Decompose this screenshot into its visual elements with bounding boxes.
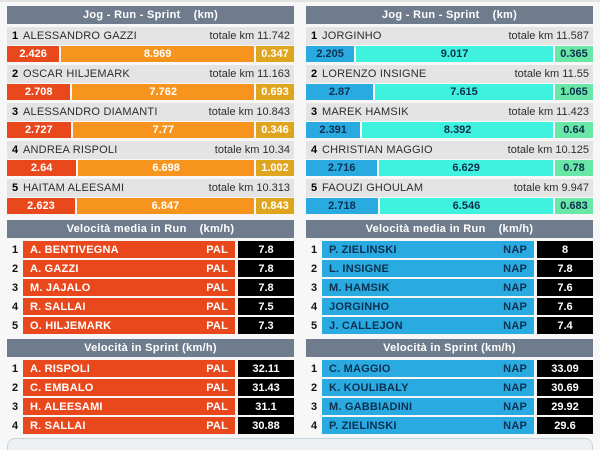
- team-abbr: NAP: [503, 419, 527, 432]
- panel-title: Velocità in Sprint (km/h): [383, 342, 516, 354]
- panel-unit: (km/h): [498, 223, 534, 235]
- speed-row: [7, 260, 294, 277]
- player-name: OSCAR HILJEMARK: [23, 68, 130, 80]
- player-total-km: totale km 9.947: [513, 182, 589, 194]
- speed-row: [7, 241, 294, 258]
- bar-segment-sprint: 0.78: [555, 160, 593, 176]
- player-rank: 2: [11, 68, 19, 80]
- player-rank: 2: [310, 68, 318, 80]
- team-abbr: NAP: [503, 300, 527, 313]
- stacked-bar: [306, 122, 593, 138]
- speed-value: 32.11: [238, 360, 294, 377]
- speed-bar: [322, 317, 534, 334]
- speed-player-name: M. JAJALO: [30, 281, 91, 294]
- speed-row: [7, 417, 294, 434]
- bar-segment-run: 6.546: [380, 198, 553, 214]
- bar-segment-run: 6.698: [78, 160, 254, 176]
- speed-row: [306, 279, 593, 296]
- speed-player-name: K. KOULIBALY: [329, 381, 409, 394]
- speed-row: [7, 279, 294, 296]
- bar-segment-jog: 2.391: [306, 122, 360, 138]
- player-row: [7, 27, 294, 45]
- speed-bar: [23, 298, 235, 315]
- player-total-km: totale km 10.843: [208, 106, 290, 118]
- speed-value: 7.3: [238, 317, 294, 334]
- speed-value: 7.5: [238, 298, 294, 315]
- bar-segment-sprint: 0.693: [256, 84, 294, 100]
- speed-value: 31.43: [238, 379, 294, 396]
- bar-segment-jog: 2.64: [7, 160, 76, 176]
- team-abbr: NAP: [503, 243, 527, 256]
- player-name: ALESSANDRO GAZZI: [23, 30, 137, 42]
- speed-value: 7.8: [537, 260, 593, 277]
- stacked-bar: [7, 84, 294, 100]
- speed-rank: 2: [11, 262, 19, 275]
- speed-bar: [322, 279, 534, 296]
- speed-rank: 5: [11, 319, 19, 332]
- team-abbr: PAL: [206, 262, 228, 275]
- player-total-km: totale km 11.55: [514, 68, 589, 80]
- player-rank: 5: [11, 182, 19, 194]
- panel-unit: (km): [492, 9, 518, 21]
- panel-title: Velocità in Sprint (km/h): [84, 342, 217, 354]
- speed-bar: [322, 417, 534, 434]
- speed-player-name: A. GAZZI: [30, 262, 79, 275]
- bar-segment-sprint: 0.365: [555, 46, 593, 62]
- player-total-km: totale km 10.34: [214, 144, 290, 156]
- speed-rank: 4: [11, 300, 19, 313]
- speed-value: 33.09: [537, 360, 593, 377]
- speed-rank: 3: [310, 400, 318, 413]
- bar-segment-run: 8.392: [362, 122, 553, 138]
- speed-row: [306, 379, 593, 396]
- player-rank: 1: [11, 30, 19, 42]
- speed-bar: [23, 360, 235, 377]
- speed-bar: [23, 279, 235, 296]
- team-abbr: PAL: [206, 281, 228, 294]
- player-row: [7, 141, 294, 159]
- player-row: [7, 179, 294, 197]
- player-row: [7, 103, 294, 121]
- panel-header: [7, 6, 294, 24]
- speed-bar: [322, 298, 534, 315]
- bar-segment-jog: 2.205: [306, 46, 354, 62]
- speed-value: 31.1: [238, 398, 294, 415]
- speed-row: [306, 360, 593, 377]
- panel-header: [306, 339, 593, 357]
- stacked-bar: [7, 46, 294, 62]
- bar-segment-sprint: 1.002: [256, 160, 294, 176]
- speed-player-name: A. BENTIVEGNA: [30, 243, 119, 256]
- speed-row: [306, 317, 593, 334]
- player-row: [306, 103, 593, 121]
- speed-player-name: JORGINHO: [329, 300, 390, 313]
- panel-title: Jog - Run - Sprint: [82, 9, 181, 21]
- speed-player-name: P. ZIELINSKI: [329, 419, 397, 432]
- bar-segment-run: 7.77: [73, 122, 254, 138]
- panel-title: Jog - Run - Sprint: [381, 9, 480, 21]
- team-abbr: PAL: [206, 400, 228, 413]
- sprint-speed-panel-pal: [7, 339, 294, 436]
- run-speed-panel-pal: [7, 220, 294, 336]
- speed-rank: 3: [11, 400, 19, 413]
- speed-rank: 1: [310, 362, 318, 375]
- speed-value: 7.6: [537, 279, 593, 296]
- team-abbr: PAL: [206, 243, 228, 256]
- player-name: ALESSANDRO DIAMANTI: [23, 106, 158, 118]
- player-row: [7, 65, 294, 83]
- bar-segment-jog: 2.716: [306, 160, 377, 176]
- panel-unit: (km): [193, 9, 219, 21]
- bar-segment-run: 6.629: [379, 160, 553, 176]
- stacked-bar: [306, 160, 593, 176]
- player-rank: 5: [310, 182, 318, 194]
- speed-bar: [23, 241, 235, 258]
- speed-bar: [322, 379, 534, 396]
- speed-value: 29.6: [537, 417, 593, 434]
- player-rank: 4: [310, 144, 318, 156]
- player-rank: 1: [310, 30, 318, 42]
- speed-rank: 4: [310, 300, 318, 313]
- speed-row: [306, 298, 593, 315]
- speed-bar: [322, 398, 534, 415]
- speed-row: [7, 398, 294, 415]
- player-rank: 3: [11, 106, 19, 118]
- bar-segment-sprint: 0.346: [256, 122, 294, 138]
- speed-row: [7, 379, 294, 396]
- player-row: [306, 27, 593, 45]
- player-total-km: totale km 10.313: [208, 182, 290, 194]
- speed-bar: [322, 260, 534, 277]
- speed-value: 7.8: [238, 241, 294, 258]
- speed-value: 30.88: [238, 417, 294, 434]
- speed-rank: 4: [310, 419, 318, 432]
- bar-segment-run: 6.847: [77, 198, 254, 214]
- panel-unit: (km/h): [199, 223, 235, 235]
- speed-player-name: A. RISPOLI: [30, 362, 91, 375]
- speed-player-name: M. GABBIADINI: [329, 400, 413, 413]
- team-abbr: PAL: [206, 419, 228, 432]
- speed-rank: 3: [310, 281, 318, 294]
- speed-rank: 3: [11, 281, 19, 294]
- speed-value: 8: [537, 241, 593, 258]
- speed-rank: 2: [310, 262, 318, 275]
- player-row: [306, 141, 593, 159]
- speed-player-name: J. CALLEJON: [329, 319, 403, 332]
- speed-row: [7, 360, 294, 377]
- speed-bar: [23, 379, 235, 396]
- speed-bar: [23, 317, 235, 334]
- player-total-km: totale km 11.587: [508, 30, 589, 42]
- team-abbr: NAP: [503, 281, 527, 294]
- team-abbr: NAP: [503, 381, 527, 394]
- player-row: [306, 179, 593, 197]
- speed-rank: 4: [11, 419, 19, 432]
- player-name: ANDREA RISPOLI: [23, 144, 118, 156]
- speed-row: [306, 417, 593, 434]
- bar-segment-run: 9.017: [356, 46, 553, 62]
- speed-rank: 5: [310, 319, 318, 332]
- speed-bar: [23, 417, 235, 434]
- speed-value: 30.69: [537, 379, 593, 396]
- stacked-bar: [306, 46, 593, 62]
- speed-player-name: H. ALEESAMI: [30, 400, 103, 413]
- bar-segment-jog: 2.708: [7, 84, 70, 100]
- speed-value: 7.6: [537, 298, 593, 315]
- player-name: JORGINHO: [322, 30, 382, 42]
- run-speed-panel-nap: [306, 220, 593, 336]
- speed-row: [306, 260, 593, 277]
- speed-player-name: M. HAMSIK: [329, 281, 390, 294]
- player-name: LORENZO INSIGNE: [322, 68, 427, 80]
- bar-segment-jog: 2.426: [7, 46, 59, 62]
- player-name: MAREK HAMSIK: [322, 106, 409, 118]
- speed-rank: 2: [11, 381, 19, 394]
- speed-player-name: C. EMBALO: [30, 381, 94, 394]
- speed-bar: [322, 241, 534, 258]
- bar-segment-jog: 2.87: [306, 84, 373, 100]
- sprint-speed-panel-nap: [306, 339, 593, 436]
- team-abbr: NAP: [503, 262, 527, 275]
- speed-value: 29.92: [537, 398, 593, 415]
- stacked-bar: [7, 198, 294, 214]
- stacked-bar: [306, 84, 593, 100]
- player-total-km: totale km 11.163: [209, 68, 290, 80]
- team-abbr: PAL: [206, 381, 228, 394]
- speed-value: 7.4: [537, 317, 593, 334]
- speed-rank: 1: [11, 362, 19, 375]
- bar-segment-sprint: 0.683: [555, 198, 593, 214]
- bar-segment-jog: 2.727: [7, 122, 71, 138]
- team-abbr: NAP: [503, 400, 527, 413]
- stacked-bar: [7, 160, 294, 176]
- bar-segment-run: 8.969: [61, 46, 254, 62]
- speed-bar: [23, 260, 235, 277]
- speed-player-name: R. SALLAI: [30, 419, 86, 432]
- player-total-km: totale km 11.423: [508, 106, 589, 118]
- distance-panel-pal: [7, 6, 294, 217]
- speed-value: 7.8: [238, 279, 294, 296]
- speed-player-name: C. MAGGIO: [329, 362, 391, 375]
- speed-value: 7.8: [238, 260, 294, 277]
- team-abbr: PAL: [206, 300, 228, 313]
- speed-player-name: O. HILJEMARK: [30, 319, 112, 332]
- speed-rank: 2: [310, 381, 318, 394]
- panel-header: [7, 220, 294, 238]
- speed-rank: 1: [310, 243, 318, 256]
- team-abbr: PAL: [206, 319, 228, 332]
- team-abbr: NAP: [503, 319, 527, 332]
- speed-row: [306, 398, 593, 415]
- bar-segment-jog: 2.718: [306, 198, 378, 214]
- bar-segment-sprint: 1.065: [555, 84, 593, 100]
- speed-bar: [322, 360, 534, 377]
- player-rank: 4: [11, 144, 19, 156]
- panel-header: [306, 6, 593, 24]
- bar-segment-run: 7.762: [72, 84, 254, 100]
- player-name: FAOUZI GHOULAM: [322, 182, 424, 194]
- speed-rank: 1: [11, 243, 19, 256]
- player-row: [306, 65, 593, 83]
- bar-segment-sprint: 0.347: [256, 46, 294, 62]
- team-abbr: NAP: [503, 362, 527, 375]
- stacked-bar: [7, 122, 294, 138]
- bar-segment-sprint: 0.843: [256, 198, 294, 214]
- speed-player-name: P. ZIELINSKI: [329, 243, 397, 256]
- speed-player-name: L. INSIGNE: [329, 262, 390, 275]
- panel-header: [7, 339, 294, 357]
- panel-title: Velocità media in Run: [365, 223, 486, 235]
- bar-segment-jog: 2.623: [7, 198, 75, 214]
- player-name: CHRISTIAN MAGGIO: [322, 144, 433, 156]
- stacked-bar: [306, 198, 593, 214]
- player-total-km: totale km 10.125: [507, 144, 589, 156]
- bar-segment-sprint: 0.64: [555, 122, 593, 138]
- bar-segment-run: 7.615: [375, 84, 553, 100]
- speed-row: [7, 298, 294, 315]
- speed-row: [306, 241, 593, 258]
- player-rank: 3: [310, 106, 318, 118]
- team-abbr: PAL: [206, 362, 228, 375]
- bottom-panel-edge: [7, 438, 593, 450]
- player-total-km: totale km 11.742: [209, 30, 290, 42]
- distance-panel-nap: [306, 6, 593, 217]
- speed-row: [7, 317, 294, 334]
- speed-player-name: R. SALLAI: [30, 300, 86, 313]
- stats-dashboard: [7, 6, 593, 436]
- player-name: HAITAM ALEESAMI: [23, 182, 125, 194]
- panel-title: Velocità media in Run: [66, 223, 187, 235]
- speed-bar: [23, 398, 235, 415]
- panel-header: [306, 220, 593, 238]
